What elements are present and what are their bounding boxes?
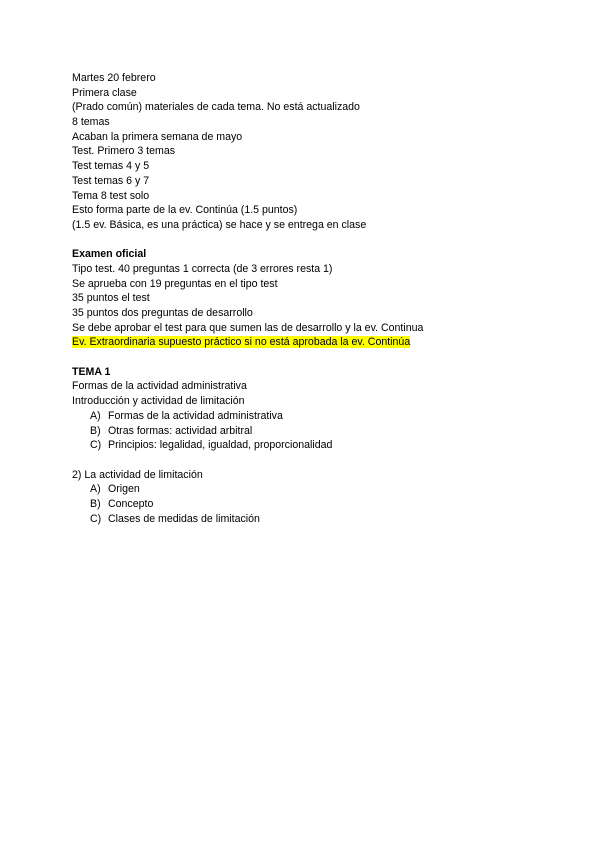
text-line: Formas de la actividad administrativa [72,380,247,393]
list-marker: A) [90,483,101,496]
list-item [72,424,542,439]
list-item [72,512,542,527]
text-line: Se debe aprobar el test para que sumen las de desarrollo y la ev. Continua [72,321,424,334]
text-line: Acaban la primera semana de mayo [72,130,243,143]
document-body [72,71,542,526]
text-line: 35 puntos dos preguntas de desarrollo [72,307,253,319]
list-item-text: Formas de la actividad administrativa [108,409,283,422]
subsection-title: 2) La actividad de limitación [72,468,203,481]
highlighted-line [72,335,542,350]
text-line: Se aprueba con 19 preguntas en el tipo test [72,277,278,290]
list-marker: C) [90,439,102,452]
text-line: Esto forma parte de la ev. Continúa (1.5 puntos) [72,204,298,217]
text-line: Introducción y actividad de limitación [72,395,245,408]
text-line: Test temas 6 y 7 [72,174,150,187]
list-item [72,497,542,512]
section-heading: Examen oficial [72,248,147,261]
text-line: (Prado común) materiales de cada tema. No está actualizado [72,101,360,114]
list-item-text: Otras formas: actividad arbitral [108,424,253,437]
section-heading: TEMA 1 [72,365,111,378]
outline-list [72,409,542,453]
text-line: 8 temas [72,116,110,129]
highlighted-text: Ev. Extraordinaria supuesto práctico si no está aprobada la ev. Continúa [72,336,411,349]
outline-list [72,482,542,526]
list-item [72,409,542,424]
list-item-text: Concepto [108,497,154,510]
text-line: Primera clase [72,86,137,99]
text-line: Test temas 4 y 5 [72,160,150,173]
list-item-text: Origen [108,483,140,496]
list-item [72,438,542,453]
text-line: Tipo test. 40 preguntas 1 correcta (de 3 errores resta 1) [72,262,333,275]
tema1-section [72,365,542,527]
list-marker: B) [90,497,101,510]
list-marker: B) [90,424,101,437]
text-line: Test. Primero 3 temas [72,145,176,158]
blank-line [72,350,542,365]
blank-line [72,453,542,468]
list-marker: C) [90,512,102,525]
list-marker: A) [90,409,101,422]
blank-line [72,233,542,248]
list-item-text: Clases de medidas de limitación [108,512,260,525]
exam-section [72,247,542,350]
text-line: Martes 20 febrero [72,72,156,84]
intro-section [72,71,542,233]
list-item-text: Principios: legalidad, igualdad, proporcionalidad [108,439,333,452]
text-line: 35 puntos el test [72,292,150,305]
text-line: Tema 8 test solo [72,189,150,202]
text-line: (1.5 ev. Básica, es una práctica) se hace y se entrega en clase [72,218,367,231]
list-item [72,482,542,497]
